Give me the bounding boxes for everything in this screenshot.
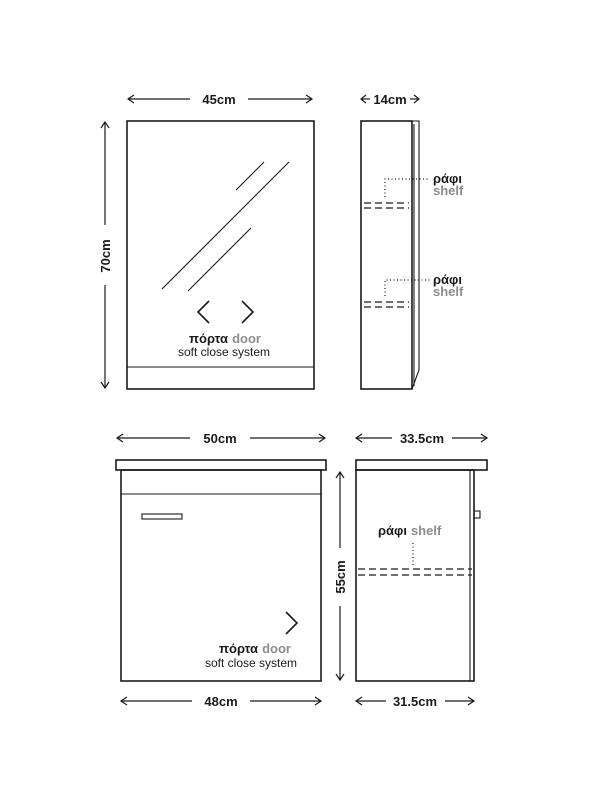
base-shelf-label-gr: ράφι (378, 523, 407, 538)
mirror-shelf-2-label-gr: ράφι (433, 272, 462, 287)
mirror-door-system: soft close system (177, 345, 271, 359)
base-chevron-right-icon (286, 612, 297, 634)
base-height-dimension (333, 472, 348, 680)
mirror-cabinet-front (98, 92, 314, 389)
base-bottom-depth-dimension (356, 694, 474, 709)
base-shelf-label-en: shelf (410, 523, 442, 538)
base-top-width-dimension (117, 431, 325, 446)
mirror-height-dimension (98, 122, 113, 388)
mirror-door-label-gr: πόρτα (189, 331, 229, 346)
mirror-door-label-en: door (232, 331, 261, 346)
base-shelf-label (378, 523, 442, 538)
mirror-shelf-2-label-en: shelf (433, 284, 464, 299)
mirror-side-body (361, 121, 412, 389)
mirror-reflection-lines (162, 162, 289, 291)
base-door-label-gr: πόρτα (219, 641, 259, 656)
base-bottom-width-dimension (121, 694, 321, 709)
mirror-side-door-edge (412, 121, 419, 389)
base-door-handle[interactable] (142, 514, 182, 519)
mirror-shelf-1-label-gr: ράφι (433, 171, 462, 186)
base-door-label (219, 641, 291, 656)
base-side-knob (474, 511, 480, 518)
mirror-door-label (189, 331, 261, 346)
mirror-width-label: 45cm (202, 92, 236, 107)
mirror-depth-dimension (361, 92, 419, 107)
base-top-depth-dimension (356, 431, 487, 446)
base-door-label-en: door (262, 641, 291, 656)
mirror-depth-label: 14cm (373, 92, 407, 107)
chevron-left-icon (198, 301, 209, 323)
base-cabinet-front (116, 431, 326, 709)
base-height-label: 55cm (333, 560, 348, 594)
mirror-width-dimension (128, 92, 312, 107)
base-door-system: soft close system (204, 656, 298, 670)
chevron-right-icon (242, 301, 253, 323)
base-bottom-depth-label: 31.5cm (392, 694, 438, 709)
base-top-width-label: 50cm (203, 431, 237, 446)
base-bottom-width-label: 48cm (204, 694, 238, 709)
mirror-height-label: 70cm (98, 239, 113, 273)
base-cabinet-side (333, 431, 487, 709)
base-countertop (116, 460, 326, 470)
mirror-cabinet-side (361, 92, 464, 389)
mirror-shelf-1-label-en: shelf (433, 183, 464, 198)
base-side-countertop (356, 460, 487, 470)
base-top-depth-label: 33.5cm (399, 431, 445, 446)
base-shelf (358, 523, 472, 575)
